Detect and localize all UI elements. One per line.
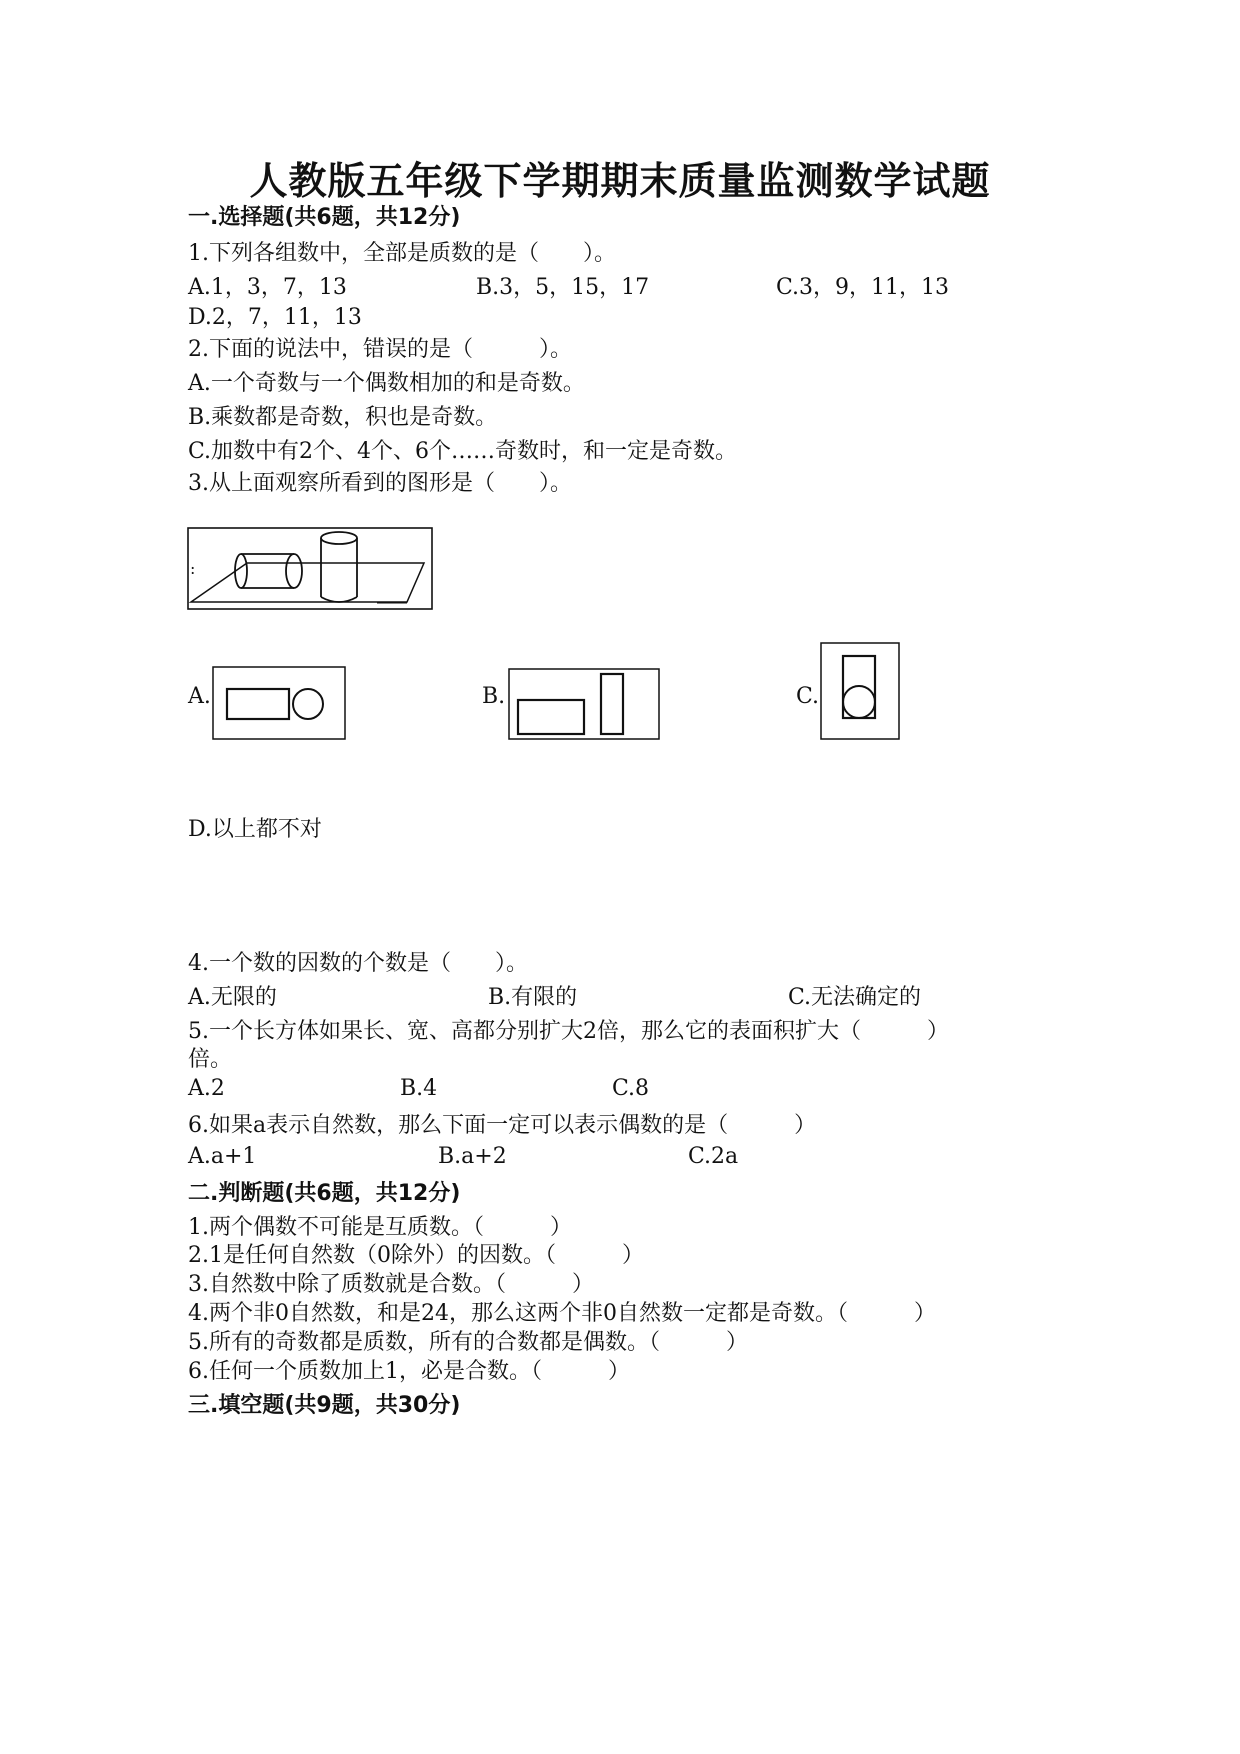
page-title: 人教版五年级下学期期末质量监测数学试题: [249, 159, 991, 203]
circle-shape: [293, 689, 323, 719]
q6-option-c: C.2a: [688, 1144, 739, 1169]
q3-option-a-figure: [212, 666, 346, 740]
q3-option-c-figure: [820, 642, 900, 740]
ground-plane: [191, 563, 424, 602]
q1-option-a: A.1，3，7，13: [188, 275, 347, 300]
svg-text::: :: [190, 559, 196, 578]
q3-option-b: B.: [482, 684, 506, 709]
section-heading-fill: 三.填空题(共9题，共30分): [188, 1393, 461, 1418]
q3-option-a: A.: [188, 684, 211, 709]
section-heading-judge: 二.判断题(共6题，共12分): [188, 1181, 461, 1206]
judge-item-4: 4.两个非0自然数，和是24，那么这两个非0自然数一定都是奇数。（ ）: [188, 1301, 936, 1326]
q1-option-b: B.3，5，15，17: [476, 275, 650, 300]
rectangle-shape: [518, 700, 584, 734]
q1-option-d: D.2，7，11，13: [188, 305, 362, 330]
q6-stem: 6.如果a表示自然数，那么下面一定可以表示偶数的是（ ）: [188, 1113, 817, 1138]
section-heading-choice: 一.选择题(共6题，共12分): [188, 205, 461, 230]
judge-item-6: 6.任何一个质数加上1，必是合数。（ ）: [188, 1359, 630, 1384]
q6-option-b: B.a+2: [438, 1144, 507, 1169]
q2-stem: 2.下面的说法中，错误的是（ ）。: [188, 337, 572, 362]
q4-stem: 4.一个数的因数的个数是（ ）。: [188, 951, 528, 976]
q4-option-a: A.无限的: [188, 985, 277, 1010]
lying-cylinder: [235, 554, 302, 588]
judge-item-3: 3.自然数中除了质数就是合数。（ ）: [188, 1272, 594, 1297]
q3-option-d: D.以上都不对: [188, 817, 322, 842]
q2-option-b: B.乘数都是奇数，积也是奇数。: [188, 405, 498, 430]
q3-option-b-figure: [508, 668, 660, 740]
tall-rectangle-shape: [601, 674, 623, 734]
judge-item-1: 1.两个偶数不可能是互质数。（ ）: [188, 1215, 572, 1240]
q5-stem-continued: 倍。: [188, 1047, 233, 1072]
q5-option-c: C.8: [612, 1076, 650, 1101]
q3-stem: 3.从上面观察所看到的图形是（ ）。: [188, 471, 572, 496]
judge-item-5: 5.所有的奇数都是质数，所有的合数都是偶数。（ ）: [188, 1330, 748, 1355]
q6-option-a: A.a+1: [188, 1144, 257, 1169]
q1-option-c: C.3，9，11，13: [776, 275, 950, 300]
q4-option-b: B.有限的: [488, 985, 578, 1010]
figure-frame: [188, 528, 432, 609]
q5-option-b: B.4: [400, 1076, 438, 1101]
q3-option-c: C.: [796, 684, 820, 709]
q1-stem: 1.下列各组数中，全部是质数的是（ ）。: [188, 241, 616, 266]
rectangle-shape: [227, 689, 289, 719]
circle-shape: [843, 686, 875, 718]
q5-option-a: A.2: [188, 1076, 225, 1101]
q2-option-c: C.加数中有2个、4个、6个……奇数时，和一定是奇数。: [188, 439, 738, 464]
judge-item-2: 2.1是任何自然数（0除外）的因数。（ ）: [188, 1243, 644, 1268]
q3-solid-figure: [187, 527, 433, 610]
q5-stem: 5.一个长方体如果长、宽、高都分别扩大2倍，那么它的表面积扩大（ ）: [188, 1019, 949, 1044]
standing-cylinder: [321, 532, 357, 602]
q2-option-a: A.一个奇数与一个偶数相加的和是奇数。: [188, 371, 585, 396]
q4-option-c: C.无法确定的: [788, 985, 922, 1010]
